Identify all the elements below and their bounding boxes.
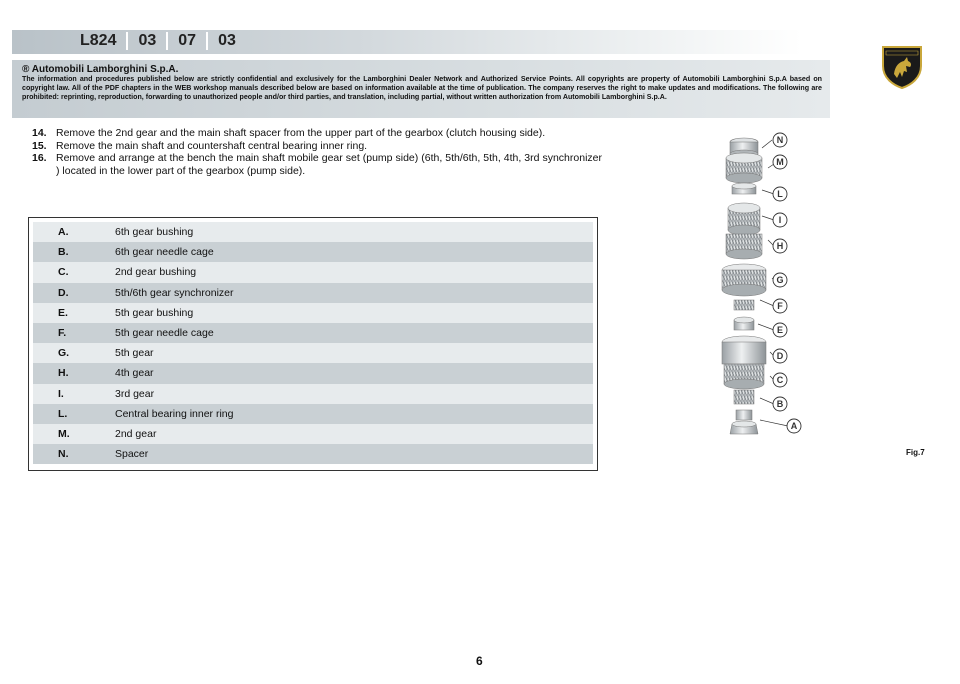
procedure-step — [32, 140, 602, 153]
legend-desc: 5th gear bushing — [115, 306, 194, 319]
legend-row — [33, 222, 593, 242]
procedure-step — [32, 127, 602, 140]
callout-label: D — [776, 351, 784, 361]
legend-row — [33, 242, 593, 262]
legend-desc: 2nd gear — [115, 427, 157, 440]
code-model: L824 — [80, 32, 117, 49]
legend-row — [33, 343, 593, 363]
callout-label: H — [776, 241, 784, 251]
legend-row — [33, 303, 593, 323]
legend-key: A. — [58, 226, 69, 239]
callout-label: N — [776, 135, 784, 145]
callout-label: F — [777, 301, 783, 311]
code-subgroup: 07 — [178, 32, 197, 49]
legend-row — [33, 283, 593, 303]
legend-key: E. — [58, 306, 68, 319]
callout-label: G — [776, 275, 784, 285]
copyright-brand: ® Automobili Lamborghini S.p.A. — [22, 64, 179, 75]
legend-desc: 2nd gear bushing — [115, 266, 197, 279]
copyright-notice — [12, 60, 830, 118]
callout-label: M — [776, 157, 784, 167]
step-number: 16. — [32, 152, 47, 164]
parts-legend-table — [28, 217, 598, 471]
legend-desc: 5th gear needle cage — [115, 327, 214, 340]
callout-label: C — [776, 375, 784, 385]
callout-label: B — [776, 399, 784, 409]
procedure-steps — [32, 127, 602, 177]
legend-desc: 3rd gear — [115, 387, 155, 400]
document-code-bar — [12, 30, 802, 54]
code-group: 03 — [138, 32, 157, 49]
legend-row — [33, 404, 593, 424]
legend-key: G. — [58, 347, 70, 360]
legend-desc: 6th gear needle cage — [115, 246, 214, 259]
legend-key: M. — [58, 427, 70, 440]
legend-key: N. — [58, 448, 69, 461]
legend-desc: Spacer — [115, 448, 149, 461]
legend-key: H. — [58, 367, 69, 380]
legend-key: L. — [58, 407, 68, 420]
step-number: 14. — [32, 127, 47, 139]
legend-row — [33, 384, 593, 404]
legend-desc: 5th/6th gear synchronizer — [115, 286, 234, 299]
legend-row — [33, 262, 593, 282]
document-codes — [70, 32, 246, 50]
callout-label: I — [778, 215, 782, 225]
code-section: 03 — [218, 32, 236, 49]
figure-caption: Fig.7 — [906, 448, 925, 457]
copyright-text: The information and procedures published below are strictly confidential and exclusively for the Lamborghini Dealer Network and Authorized Service Points. All copyrights are property of Automobili Lamborghini S.p.A based on copyright law. All of the PDF chapters in the WEB workshop manuals described below are based on information available at the time of publication. The company reserves the right to make updates and modifications. The following are prohibited: reprinting, reproduction, forwarding to unauthorized people and/or third parties, and translation, including partial, without written authorization from Automobili Lamborghini S.p.A. — [22, 75, 822, 101]
legend-row — [33, 444, 593, 464]
legend-row — [33, 363, 593, 383]
page-number: 6 — [476, 654, 483, 668]
legend-key: D. — [58, 286, 69, 299]
callout-label: L — [777, 189, 783, 199]
step-number: 15. — [32, 139, 47, 152]
callout-label: E — [776, 325, 784, 335]
step-text: Remove the main shaft and countershaft central bearing inner ring. — [56, 139, 368, 152]
step-text: Remove and arrange at the bench the main shaft mobile gear set (pump side) (6th, 5th/6th, 5th, 4th, 3rd synchronizer ) located in the lower part of the gearbox (pump side). — [56, 152, 602, 177]
legend-desc: Central bearing inner ring — [115, 407, 234, 420]
legend-desc: 4th gear — [115, 367, 154, 380]
legend-key: C. — [58, 266, 69, 279]
legend-row — [33, 424, 593, 444]
step-text: Remove the 2nd gear and the main shaft spacer from the upper part of the gearbox (clutch housing side). — [56, 127, 546, 139]
legend-key: F. — [58, 327, 67, 340]
legend-key: B. — [58, 246, 69, 259]
legend-key: I. — [58, 387, 64, 400]
lamborghini-bull-shield-icon — [880, 44, 924, 90]
exploded-gear-stack-figure — [700, 128, 820, 440]
legend-desc: 6th gear bushing — [115, 226, 194, 239]
legend-desc: 5th gear — [115, 347, 154, 360]
callout-label: A — [790, 421, 798, 431]
procedure-step — [32, 152, 602, 177]
legend-row — [33, 323, 593, 343]
